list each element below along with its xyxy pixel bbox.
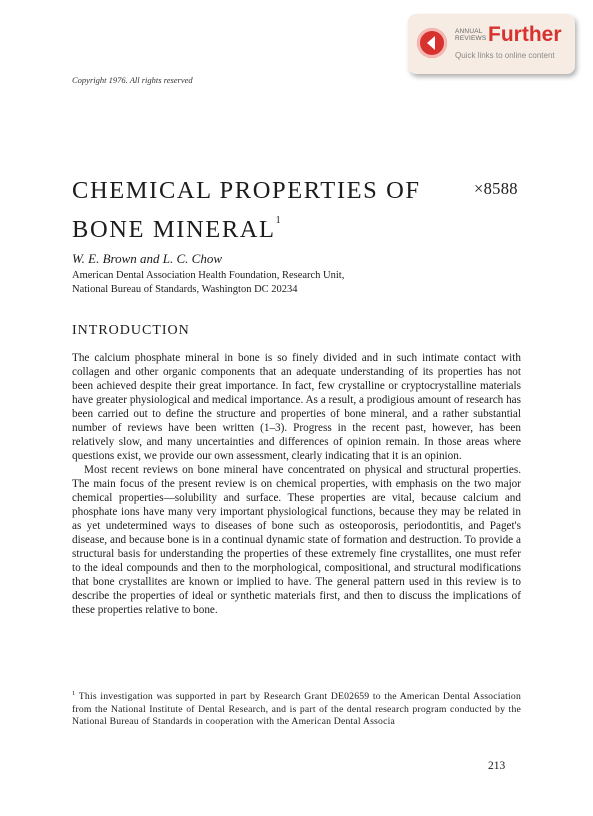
- annual-reviews-further-badge[interactable]: [408, 14, 575, 74]
- article-title-text: CHEMICAL PROPERTIES OF BONE MINERAL: [72, 177, 421, 243]
- body-text: [72, 351, 521, 617]
- arrow-left-icon[interactable]: [417, 28, 447, 58]
- footnote-mark: 1: [72, 690, 76, 697]
- title-footnote-mark[interactable]: 1: [275, 215, 281, 226]
- page-number: 213: [488, 760, 506, 772]
- paragraph-1: The calcium phosphate mineral in bone is so finely divided and in such intimate contact with collagen and other organic components that an adequate understanding of its properties has not been achieved despite their great importance. In fact, few crystalline or cryptocrystalline materials have greater physiological and medical importance. As a result, a prodigious amount of research has been carried out to define the structure and properties of bone mineral, and a rather substantial number of reviews have been written (1–3). Progress in the recent past, however, has been relatively slow, and many uncertainties and differences of opinion remain. In those areas where questions exist, we provide our own assessment, clearly indicating that it is an opinion.: [72, 352, 521, 462]
- footnote: [72, 688, 521, 729]
- further-logo-text: Further: [488, 23, 562, 46]
- annual-reviews-logo-text: ANNUAL REVIEWS: [455, 28, 487, 42]
- affiliation: [72, 269, 344, 297]
- footnote-text: This investigation was supported in part by Research Grant DE02659 to the American Dental Association from the National Institute of Dental Research, and is part of the dental research program conducted by the National Bureau of Standards in cooperation with the American Dental Associa: [72, 691, 521, 728]
- affiliation-line-2: National Bureau of Standards, Washington DC 20234: [72, 284, 298, 295]
- article-code: ×8588: [474, 179, 518, 198]
- authors: W. E. Brown and L. C. Chow: [72, 251, 223, 266]
- affiliation-line-1: American Dental Association Health Foundation, Research Unit,: [72, 270, 345, 281]
- section-heading: INTRODUCTION: [72, 323, 190, 338]
- paragraph-2: Most recent reviews on bone mineral have concentrated on physical and structural properties. The main focus of the present review is on chemical properties, with emphasis on the two major chemical properties—solubility and surface. These properties are vital, because calcium and phosphate ions have many very important physiological functions, because they may be related in as yet undetermined ways to diseases of bone such as osteoporosis, periodontitis, and Paget's disease, and because bone is in a continual dynamic state of formation and destruction. To provide a structural basis for understanding the properties of these extremely fine crystallites, one must refer to the ideal compounds and then to the morphological, compositional, and structural modifications that bone crystallites are known or implied to have. The general pattern used in this review is to describe the properties of ideal or synthetic materials first, and then to discuss the implications of these properties relative to bone.: [72, 464, 521, 616]
- copyright-notice: Copyright 1976. All rights reserved: [72, 75, 193, 85]
- badge-tagline[interactable]: Quick links to online content: [455, 51, 555, 60]
- article-title: [72, 176, 432, 245]
